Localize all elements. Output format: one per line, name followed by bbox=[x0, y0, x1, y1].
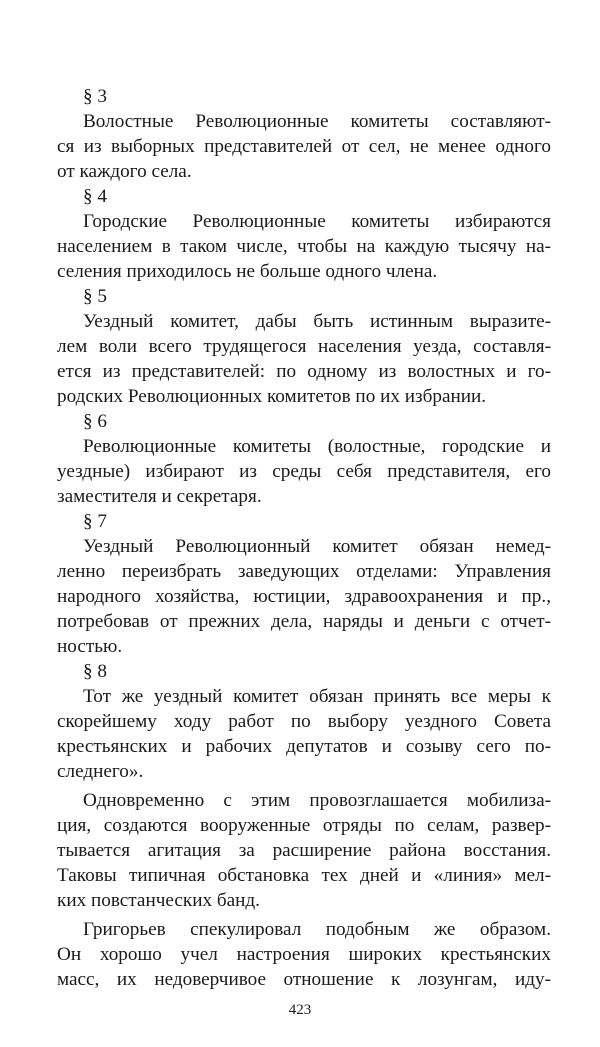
text-line: ется из представителей: по одному из волостных и го- bbox=[57, 361, 551, 382]
text-line: тывается агитация за расширение района восстания. bbox=[57, 840, 551, 861]
text-line: родских Революционных комитетов по их избрании. bbox=[57, 386, 487, 407]
text-line: от каждого села. bbox=[57, 161, 192, 182]
text-line: следнего». bbox=[57, 761, 144, 782]
text-line: Одновременно с этим провозглашается мобилиза- bbox=[83, 790, 551, 811]
section-heading-3: § 3 bbox=[83, 86, 107, 107]
text-line: уездные) избирают из среды себя представителя, его bbox=[57, 461, 551, 482]
section-heading-6: § 6 bbox=[83, 411, 107, 432]
text-line: Тот же уездный комитет обязан принять все меры к bbox=[83, 686, 551, 707]
section-heading-8: § 8 bbox=[83, 661, 107, 682]
text-line: лем воли всего трудящегося населения уезда, составля- bbox=[57, 336, 551, 357]
text-line: Он хорошо учел настроения широких крестьянских bbox=[57, 944, 551, 965]
section-heading-7: § 7 bbox=[83, 511, 107, 532]
text-line: Городские Революционные комитеты избираются bbox=[83, 211, 551, 232]
text-line: масс, их недоверчивое отношение к лозунгам, иду- bbox=[57, 969, 551, 990]
text-line: Уездный Революционный комитет обязан немед- bbox=[83, 536, 551, 557]
text-line: ция, создаются вооруженные отряды по селам, развер- bbox=[57, 815, 551, 836]
text-line: населением в таком числе, чтобы на каждую тысячу на- bbox=[57, 236, 551, 257]
text-line: Волостные Революционные комитеты составляют- bbox=[83, 111, 551, 132]
text-line: Революционные комитеты (волостные, городские и bbox=[83, 436, 551, 457]
page-number: 423 bbox=[288, 1002, 312, 1018]
text-line: заместителя и секретаря. bbox=[57, 486, 262, 507]
text-line: ленно переизбрать заведующих отделами: Управления bbox=[57, 561, 551, 582]
section-heading-5: § 5 bbox=[83, 286, 107, 307]
text-line: Таковы типичная обстановка тех дней и «линия» мел- bbox=[57, 865, 551, 886]
text-line: ностью. bbox=[57, 636, 123, 657]
text-line: Григорьев спекулировал подобным же образом. bbox=[83, 919, 551, 940]
text-line: скорейшему ходу работ по выбору уездного Совета bbox=[57, 711, 551, 732]
text-line: крестьянских и рабочих депутатов и созыву сего по- bbox=[57, 736, 551, 757]
text-line: селения приходилось не больше одного члена. bbox=[57, 261, 438, 282]
text-line: ся из выборных представителей от сел, не менее одного bbox=[57, 136, 551, 157]
text-line: ких повстанческих банд. bbox=[57, 890, 260, 911]
section-heading-4: § 4 bbox=[83, 186, 107, 207]
text-line: потребовав от прежних дела, наряды и деньги с отчет- bbox=[57, 611, 551, 632]
text-line: народного хозяйства, юстиции, здравоохранения и пр., bbox=[57, 586, 551, 607]
text-line: Уездный комитет, дабы быть истинным выразите- bbox=[83, 311, 551, 332]
